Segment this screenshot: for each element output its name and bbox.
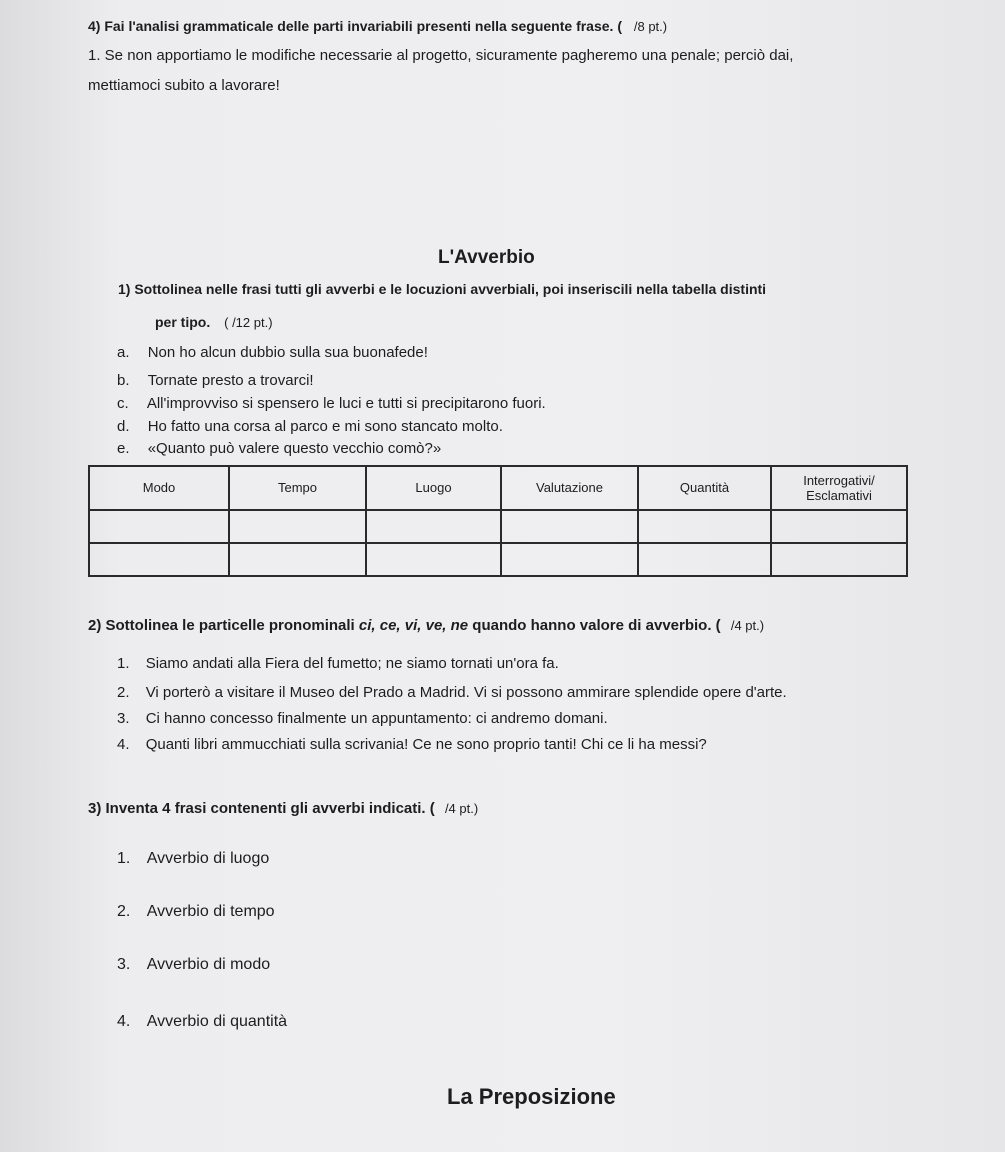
ex4-sentence-line1: 1. Se non apportiamo le modifiche necessarie al progetto, sicuramente pagheremo una penale; perciò dai, bbox=[88, 47, 794, 64]
table-cell[interactable] bbox=[89, 510, 229, 543]
table-cell[interactable] bbox=[229, 510, 366, 543]
ex4-sentence-line2: mettiamoci subito a lavorare! bbox=[88, 77, 280, 94]
table-cell[interactable] bbox=[638, 510, 771, 543]
ex1-item-b: b. Tornate presto a trovarci! bbox=[117, 372, 314, 389]
table-cell[interactable] bbox=[771, 510, 907, 543]
ex3-item-1: 1. Avverbio di luogo bbox=[117, 850, 270, 867]
ex2-item-2: 2. Vi porterò a visitare il Museo del Prado a Madrid. Vi si possono ammirare splendide opere d'arte. bbox=[117, 684, 787, 701]
ex3-item-3: 3. Avverbio di modo bbox=[117, 956, 271, 973]
ex3-instruction: 3) Inventa 4 frasi contenenti gli avverbi indicati. ( /4 pt.) bbox=[88, 800, 479, 817]
ex2-points: /4 pt.) bbox=[730, 618, 765, 633]
ex2-instruction: 2) Sottolinea le particelle pronominali ci, ce, vi, ve, ne quando hanno valore di avverbio. ( /4 pt.) bbox=[88, 617, 765, 634]
ex1-item-c: c. All'improvviso si spensero le luci e tutti si precipitarono fuori. bbox=[117, 395, 546, 412]
table-cell[interactable] bbox=[771, 543, 907, 576]
ex1-item-e: e. «Quanto può valere questo vecchio comò?» bbox=[117, 440, 442, 457]
table-header-luogo: Luogo bbox=[366, 466, 501, 510]
table-cell[interactable] bbox=[501, 543, 638, 576]
table-cell[interactable] bbox=[366, 510, 501, 543]
table-header-interrogativi: Interrogativi/ Esclamativi bbox=[771, 466, 907, 510]
table-row bbox=[89, 543, 907, 576]
avverbio-heading: L'Avverbio bbox=[438, 247, 535, 268]
table-header-valutazione: Valutazione bbox=[501, 466, 638, 510]
table-header-modo: Modo bbox=[89, 466, 229, 510]
table-cell[interactable] bbox=[366, 543, 501, 576]
ex1-item-a: a. Non ho alcun dubbio sulla sua buonafede! bbox=[117, 344, 428, 361]
ex1-instruction-line1: 1) Sottolinea nelle frasi tutti gli avverbi e le locuzioni avverbiali, poi inseriscili nella tabella distinti bbox=[118, 281, 767, 297]
table-cell[interactable] bbox=[229, 543, 366, 576]
preposizione-heading: La Preposizione bbox=[447, 1084, 616, 1109]
table-cell[interactable] bbox=[501, 510, 638, 543]
ex1-item-d: d. Ho fatto una corsa al parco e mi sono stancato molto. bbox=[117, 418, 503, 435]
adverb-classification-table bbox=[88, 465, 908, 577]
table-cell[interactable] bbox=[638, 543, 771, 576]
ex3-item-2: 2. Avverbio di tempo bbox=[117, 903, 275, 920]
ex2-item-4: 4. Quanti libri ammucchiati sulla scrivania! Ce ne sono proprio tanti! Chi ce li ha messi? bbox=[117, 736, 707, 753]
table-cell[interactable] bbox=[89, 543, 229, 576]
ex4-title: 4) Fai l'analisi grammaticale delle parti invariabili presenti nella seguente frase. ( /8 pt.) bbox=[88, 18, 668, 34]
ex3-points: /4 pt.) bbox=[444, 801, 479, 816]
ex4-points: /8 pt.) bbox=[633, 19, 668, 34]
table-row bbox=[89, 510, 907, 543]
ex2-item-1: 1. Siamo andati alla Fiera del fumetto; ne siamo tornati un'ora fa. bbox=[117, 655, 559, 672]
table-header-row bbox=[89, 466, 907, 510]
ex3-item-4: 4. Avverbio di quantità bbox=[117, 1013, 288, 1030]
ex2-particles: ci, ce, vi, ve, ne bbox=[358, 617, 469, 634]
table-header-quantita: Quantità bbox=[638, 466, 771, 510]
ex2-item-3: 3. Ci hanno concesso finalmente un appuntamento: ci andremo domani. bbox=[117, 710, 608, 727]
ex1-points: ( /12 pt.) bbox=[224, 315, 273, 330]
ex1-instruction-line2: per tipo. ( /12 pt.) bbox=[155, 314, 273, 330]
table-header-tempo: Tempo bbox=[229, 466, 366, 510]
